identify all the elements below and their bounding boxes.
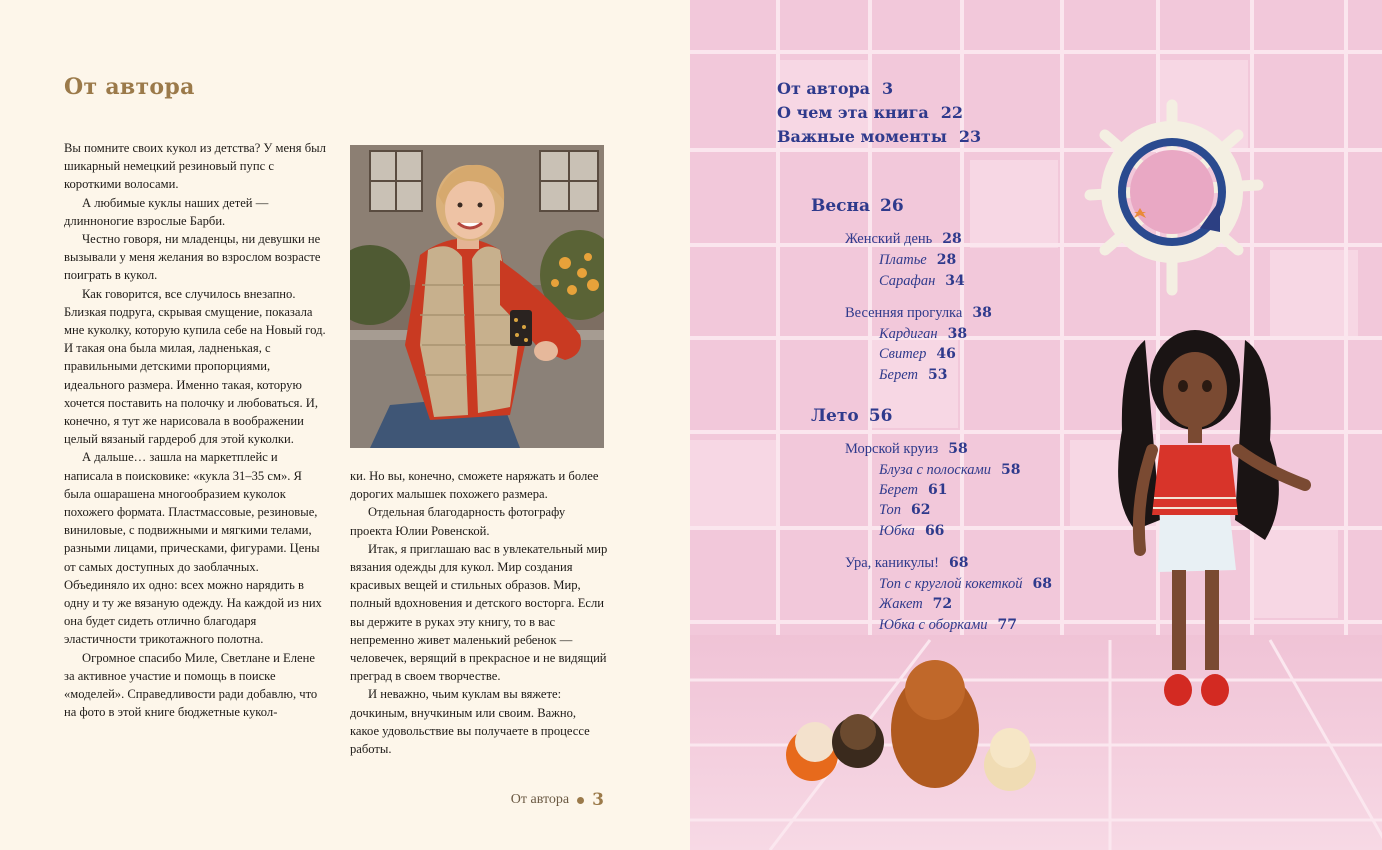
toc-label: Важные моменты bbox=[777, 127, 947, 146]
toc-label: Блуза с полосками bbox=[879, 462, 992, 478]
toc-page: 68 bbox=[1032, 576, 1052, 592]
toc-item[interactable] bbox=[879, 502, 931, 519]
page-footer bbox=[511, 790, 604, 810]
text-column-2 bbox=[350, 467, 608, 758]
toc-page: 28 bbox=[942, 231, 962, 247]
toc-page: 26 bbox=[880, 196, 904, 216]
toc-label: Юбка bbox=[879, 523, 915, 539]
toc-item[interactable] bbox=[879, 462, 1021, 479]
paragraph: Итак, я приглашаю вас в увлекательный мир вязания одежды для кукол. Мир создания красивых вещей и стильных образов. Мир, полный вдохновения и детского восторга. Если вы держите в руках эту книгу, то в вас непременно живет маленький ребенок — человечек, верящий в прекрасное и не видящий преград в своем творчестве. bbox=[350, 541, 608, 684]
toc-entry[interactable] bbox=[777, 127, 981, 146]
toc-item[interactable] bbox=[879, 252, 956, 269]
toc-item[interactable] bbox=[879, 367, 947, 384]
toc-page: 38 bbox=[947, 326, 968, 342]
toc-item[interactable] bbox=[879, 482, 947, 499]
toc-label: Морской круиз bbox=[845, 441, 939, 457]
text-column-1 bbox=[64, 139, 326, 722]
toc-section[interactable] bbox=[845, 231, 962, 248]
page-title: От автора bbox=[64, 74, 195, 100]
toc-season-summer[interactable] bbox=[811, 406, 892, 426]
toc-label: Ура, каникулы! bbox=[845, 555, 939, 571]
toc-page: 66 bbox=[924, 523, 945, 539]
paragraph: Отдельная благодарность фотографу проекта Юлии Ровенской. bbox=[350, 505, 566, 538]
toc-page: 53 bbox=[927, 367, 948, 383]
toc-page: 68 bbox=[948, 555, 969, 571]
toc-label: Женский день bbox=[845, 231, 933, 247]
toc-item[interactable] bbox=[879, 346, 956, 363]
left-page bbox=[0, 0, 690, 850]
toc-item[interactable] bbox=[879, 576, 1052, 593]
page-number: 3 bbox=[592, 790, 604, 810]
paragraph: ки. Но вы, конечно, сможете наряжать и более дорогих малышек похожего размера. bbox=[350, 469, 599, 502]
toc-page: 77 bbox=[997, 617, 1017, 633]
toc-label: О чем эта книга bbox=[777, 103, 929, 122]
toc-page: 58 bbox=[948, 441, 968, 457]
toc-page: 72 bbox=[932, 596, 953, 612]
toc-label: Жакет bbox=[879, 596, 923, 612]
table-of-contents bbox=[690, 0, 1382, 850]
toc-label: От автора bbox=[777, 79, 871, 98]
paragraph: Огромное спасибо Миле, Светлане и Елене за активное участие и помощь в поиске «моделей». Справедливости ради добавлю, что на фото в этой книге бюджетные кукол- bbox=[64, 650, 318, 720]
toc-page: 22 bbox=[940, 103, 964, 122]
toc-item[interactable] bbox=[879, 617, 1017, 634]
toc-page: 3 bbox=[882, 79, 894, 98]
toc-page: 28 bbox=[936, 252, 957, 268]
toc-label: Платье bbox=[879, 252, 927, 268]
toc-label: Топ bbox=[879, 502, 902, 518]
toc-section[interactable] bbox=[845, 305, 992, 322]
toc-page: 56 bbox=[868, 406, 893, 426]
bullet-icon bbox=[577, 797, 584, 804]
toc-label: Свитер bbox=[879, 346, 927, 362]
toc-page: 61 bbox=[927, 482, 948, 498]
toc-page: 38 bbox=[972, 305, 992, 321]
toc-page: 34 bbox=[945, 273, 965, 289]
toc-entry[interactable] bbox=[777, 103, 963, 122]
toc-item[interactable] bbox=[879, 273, 965, 290]
toc-page: 23 bbox=[958, 127, 982, 146]
toc-label: Берет bbox=[879, 482, 918, 498]
footer-label: От автора bbox=[510, 792, 570, 807]
paragraph: И неважно, чьим куклам вы вяжете: дочкиным, внучкиным или своим. Важно, какое удовольствие вы получаете в процессе работы. bbox=[350, 687, 590, 757]
paragraph: А любимые куклы наших детей — длинноногие взрослые Барби. bbox=[64, 195, 269, 228]
toc-label: Сарафан bbox=[879, 273, 936, 289]
right-page-contents bbox=[690, 0, 1382, 850]
paragraph: А дальше… зашла на маркетплейс и написала в поисковике: «кукла 31–35 см». Я была ошарашена многообразием куколок похожего формата. Пластмассовые, резиновые, виниловые, с подвижными и мягкими телами, разными лицами, прическами, фигурами. Цены от самых доступных до заоблачных. Объединяло их одно: всех можно нарядить в одну и ту же вязаную одежду. На каждой из них она будет сидеть отлично благодаря эластичности трикотажного полотна. bbox=[64, 450, 322, 647]
toc-label: Юбка с оборками bbox=[879, 617, 988, 633]
toc-page: 58 bbox=[1001, 462, 1021, 478]
toc-season-spring[interactable] bbox=[811, 196, 904, 216]
paragraph: Честно говоря, ни младенцы, ни девушки не вызывали у меня желания во взрослом возрасте поиграть в кукол. bbox=[64, 232, 321, 283]
toc-label: Лето bbox=[811, 406, 859, 426]
toc-label: Берет bbox=[879, 367, 918, 383]
toc-item[interactable] bbox=[879, 326, 967, 343]
toc-label: Весенняя прогулка bbox=[845, 305, 963, 321]
toc-label: Весна bbox=[811, 196, 870, 216]
author-photo-illustration bbox=[350, 145, 604, 448]
toc-label: Топ с круглой кокеткой bbox=[879, 576, 1023, 592]
toc-page: 46 bbox=[936, 346, 956, 362]
paragraph: Вы помните своих кукол из детства? У меня был шикарный немецкий резиновый пупс с короткими волосами. bbox=[64, 141, 326, 192]
paragraph: Как говорится, все случилось внезапно. Близкая подруга, скрывая смущение, показала мне куколку, которую купила себе на Новый год. И такая она была милая, ладненькая, с правильными детскими пропорциями, идеального размера. Именно такая, которую хочется поставить на полочку и любоваться. И, конечно, я тут же нарисовала в воображении целый вязаный гардероб для этой куколки. bbox=[64, 286, 326, 447]
toc-label: Кардиган bbox=[879, 326, 938, 342]
toc-page: 62 bbox=[911, 502, 931, 518]
toc-entry[interactable] bbox=[777, 79, 893, 98]
toc-item[interactable] bbox=[879, 523, 944, 540]
toc-section[interactable] bbox=[845, 555, 968, 572]
toc-item[interactable] bbox=[879, 596, 952, 613]
toc-section[interactable] bbox=[845, 441, 968, 458]
author-photo bbox=[350, 145, 604, 448]
